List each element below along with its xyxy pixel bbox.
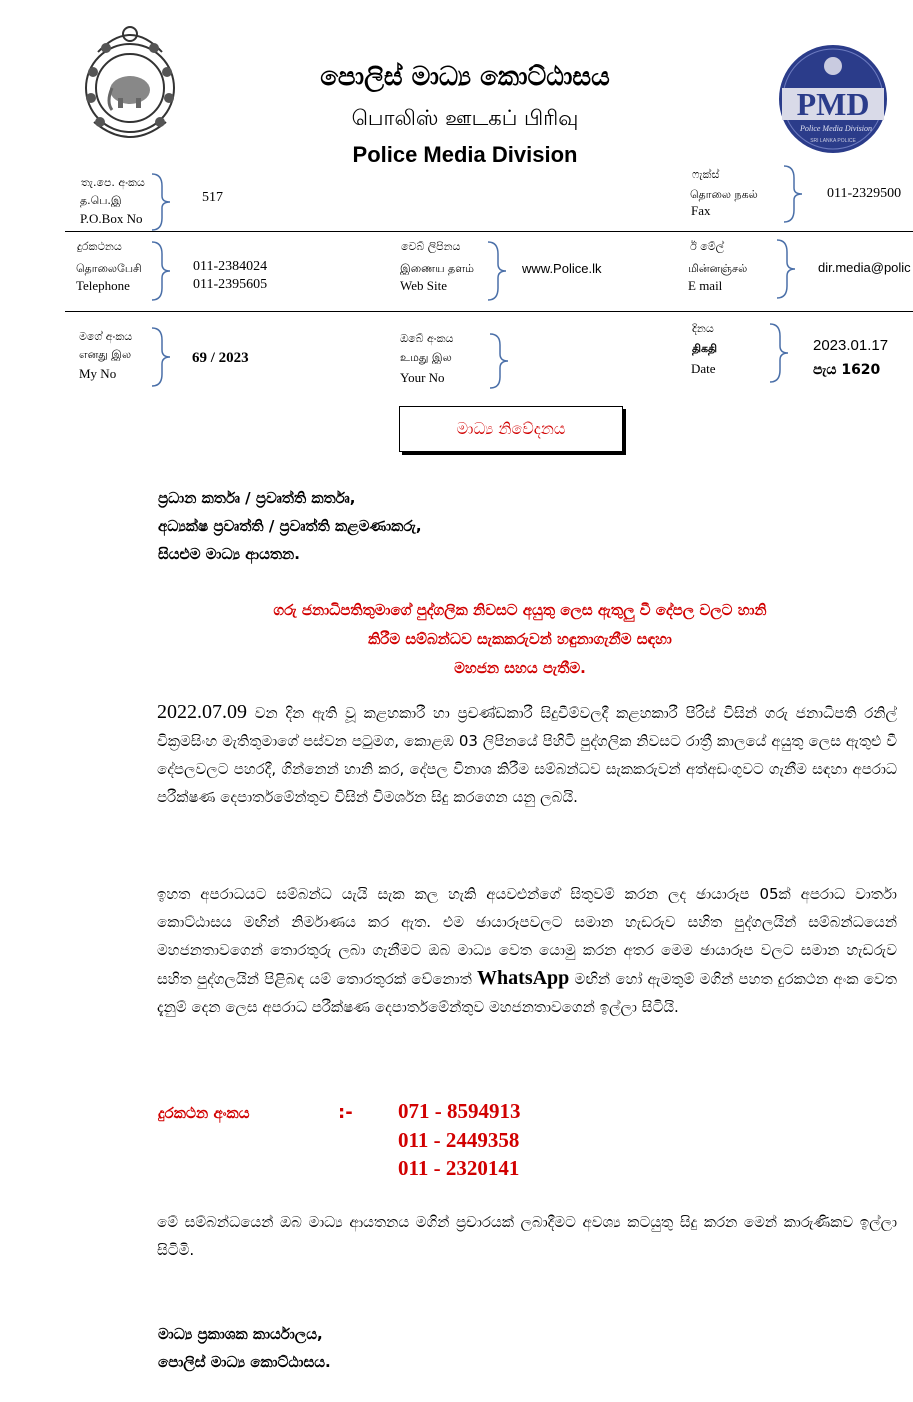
telephone-label-si: දුරකථනය — [77, 240, 122, 253]
telephone-value-1: 011-2384024 — [193, 259, 268, 274]
title-tamil: பொலிஸ் ஊடகப் பிரிவு — [351, 106, 579, 130]
date-label-si: දිනය — [692, 322, 714, 335]
fax-label-en: Fax — [691, 203, 711, 218]
title-english: Police Media Division — [352, 142, 578, 167]
divider-2 — [65, 311, 913, 312]
my-no-label-si: මගේ අංකය — [79, 330, 133, 343]
fax-value: 011-2329500 — [827, 186, 902, 201]
date-brace — [768, 322, 792, 384]
website-label-ta: இணைய தளம் — [400, 262, 474, 275]
pmd-logo — [778, 44, 888, 154]
signoff-line: පොලිස් මාධ්‍ය කොට්ඨාසය. — [158, 1353, 331, 1371]
email-value: dir.media@polic — [818, 260, 911, 275]
pobox-value: 517 — [202, 190, 223, 205]
pmd-logo-subtext: Police Media Division — [800, 124, 872, 133]
telephone-value-2: 011-2395605 — [193, 277, 268, 292]
paragraph-1-text: වන දින ඇති වූ කළහකාරී හා ප්‍රචණ්ඩකාරී සිදුවීම්වලදී කළහකාරී පිරිස් විසින් ගරු ජනාධිපති රනිල් වික්‍රමසිංහ මැතිතුමාගේ පස්වන පටුමග, කොළඹ 03 ලිපිනයේ පිහිටි පුද්ගලික නිවසට රාත්‍රී කාලයේ අයුතු ලෙස ඇතුළු වී දේපලවලට පහරදී, ගින්නෙන් හානි කර, දේපල විනාශ කිරීම සම්බන්ධව සැකකරුවන් අත්අඩංගුවට ගැනීම සඳහා අපරාධ පරීක්ෂණ දෙපාර්තමේන්තුව විසින් විමර්ශන සිදු කරගෙන යනු ලබයි. — [157, 704, 897, 806]
phone-number-1: 071 - 8594913 — [398, 1099, 521, 1123]
pmd-logo-country: SRI LANKA POLICE — [810, 138, 856, 144]
telephone-label-en: Telephone — [76, 278, 130, 293]
recipient-line: අධ්‍යක්ෂ ප්‍රවෘත්ති / ප්‍රවෘත්ති කළමණාකරු, — [158, 517, 422, 535]
phone-number-2: 011 - 2449358 — [398, 1128, 520, 1152]
pobox-brace — [150, 172, 174, 232]
fax-label-si: ෆැක්ස් — [692, 168, 720, 181]
website-brace — [486, 240, 510, 302]
pobox-label-en: P.O.Box No — [80, 211, 143, 226]
paragraph-2-tail: මඟින් හෝ ඇමතුම් මගින් පහත දුරකථන අංක වෙත දැනුම් දෙන ලෙස අපරාධ පරීක්ෂණ දෙපාර්තමේන්තුව මහජනතාවගෙන් ඉල්ලා සිටියි. — [157, 970, 897, 1016]
email-label-ta: மின்னஞ்சல் — [688, 262, 748, 275]
recipient-line: සියළුම මාධ්‍ය ආයතන. — [158, 545, 300, 563]
email-label-si: ඊ මේල් — [690, 240, 725, 253]
my-no-label-ta: எனது இல — [79, 348, 132, 361]
your-no-label-ta: உமது இல — [400, 351, 452, 364]
my-no-brace — [150, 326, 174, 388]
my-no-value: 69 / 2023 — [192, 350, 249, 366]
your-no-brace — [488, 332, 512, 390]
fax-label-ta: தொலை நகல் — [690, 188, 758, 201]
email-brace — [775, 238, 799, 300]
subject-line: ගරු ජනාධිපතිතුමාගේ පුද්ගලික නිවසට අයුතු ලෙස ඇතුලු වී දේපල වලට හානි — [273, 601, 767, 619]
paragraph-2-text: ඉහත අපරාධයට සම්බන්ධ යැයි සැක කල හැකි අයවළුන්ගේ සිතුවම් කරන ලද ඡායාරූප 05ක් අපරාධ වාර්තා කොට්ඨාසය මඟින් නිර්මාණය කර ඇත. එම ඡායාරූපවලට සමාන හැඩරුව සහිත පුද්ගලයින් සම්බන්ධයෙන් මහජනතාවගෙන් තොරතුරු ලබා ගැනීමට ඔබ මාධ්‍ය වෙත යොමු කරන අතර මෙම ඡායාරූප වලට සමාන හැඩරුව සහිත පුද්ගලයින් පිළිබඳ යම් තොරතුරක් වේනොත් — [157, 885, 897, 988]
media-release-title: මාධ්‍ය නිවේදනය — [456, 419, 566, 438]
phone-separator: :- — [338, 1102, 353, 1123]
paragraph-1 — [157, 698, 897, 811]
subject-line: මහජන සහය පැතීම. — [454, 659, 586, 677]
paragraph-2-whatsapp: WhatsApp — [477, 967, 570, 989]
pmd-logo-text: PMD — [796, 86, 870, 122]
recipients-block — [158, 484, 422, 568]
my-no-label-en: My No — [79, 366, 117, 381]
website-value: www.Police.lk — [522, 261, 602, 276]
date-label-en: Date — [691, 361, 716, 376]
divider-1 — [65, 231, 913, 232]
paragraph-1-date: 2022.07.09 — [157, 701, 247, 723]
date-time: පැය 1620 — [813, 362, 881, 378]
telephone-label-ta: தொலைபேசி — [76, 262, 142, 275]
telephone-brace — [150, 240, 174, 302]
website-label-en: Web Site — [400, 278, 447, 293]
paragraph-3 — [157, 1208, 897, 1264]
signoff-block — [158, 1320, 331, 1376]
police-emblem-logo — [78, 22, 182, 152]
phone-number-3: 011 - 2320141 — [398, 1156, 520, 1180]
pobox-label-ta: த.பெ.இ — [80, 194, 122, 207]
paragraph-3-text: මේ සම්බන්ධයෙන් ඔබ මාධ්‍ය ආයතනය මගින් ප්‍රචාරයක් ලබාදීමට අවශ්‍ය කටයුතු සිදු කරන මෙන් කාරුණිකව ඉල්ලා සිටිමි. — [157, 1213, 897, 1259]
date-value: 2023.01.17 — [813, 337, 889, 354]
fax-brace — [782, 164, 806, 224]
subject-line: කිරීම සම්බන්ධව සැකකරුවන් හඳුනාගැනීම සඳහා — [368, 630, 672, 648]
recipient-line: ප්‍රධාන කර්තෘ / ප්‍රවෘත්ති කර්තෘ, — [158, 489, 356, 507]
signoff-line: මාධ්‍ය ප්‍රකාශක කාර්යාලය, — [158, 1325, 323, 1343]
email-label-en: E mail — [688, 278, 723, 293]
pobox-label-si: තැ.පෙ. අංකය — [81, 176, 145, 189]
media-release-box — [399, 406, 623, 452]
title-sinhala: පොලිස් මාධ්‍ය කොට්ඨාසය — [320, 62, 610, 92]
subject-block — [120, 596, 913, 683]
date-label-ta: திகதி — [692, 342, 718, 355]
website-label-si: වෙබ් ලිපිනය — [401, 240, 461, 253]
phone-label: දුරකථන අංකය — [158, 1104, 250, 1122]
your-no-label-si: ඔබේ අංකය — [400, 332, 454, 345]
your-no-label-en: Your No — [400, 370, 445, 385]
paragraph-2 — [157, 880, 897, 1021]
